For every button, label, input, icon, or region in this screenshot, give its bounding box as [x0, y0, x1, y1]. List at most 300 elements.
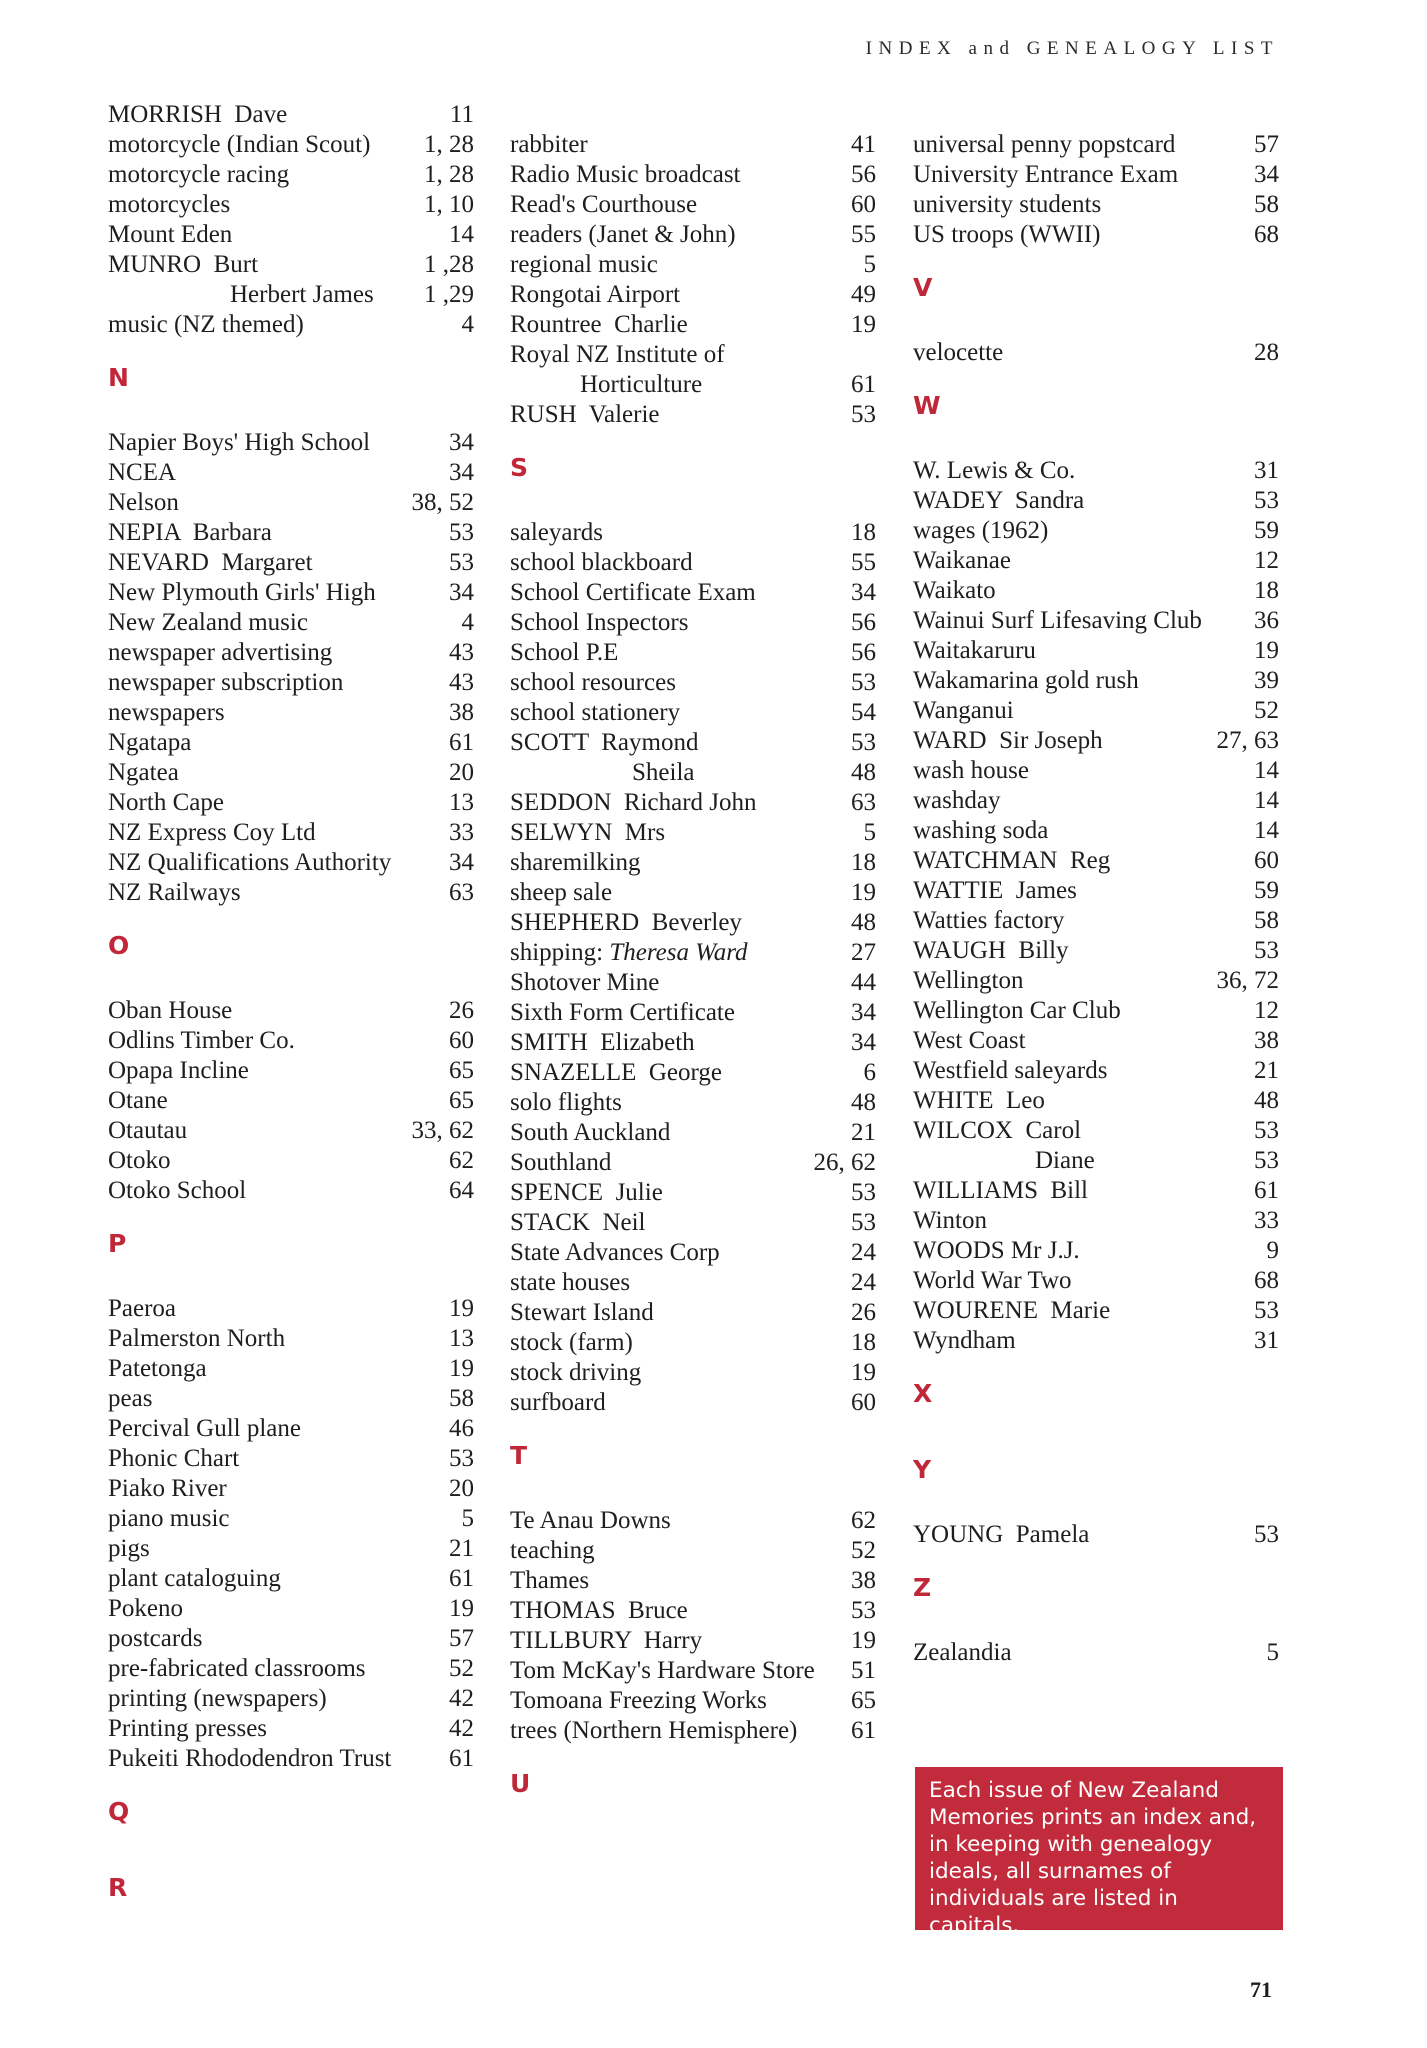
index-term-text: motorcycle racing — [108, 161, 290, 188]
index-entry — [108, 488, 474, 518]
index-term-text: Watties factory — [913, 907, 1065, 934]
index-term — [913, 130, 1254, 160]
index-page-numbers: 53 — [851, 1597, 876, 1624]
index-entry — [510, 130, 876, 160]
section-letter-x: X — [913, 1379, 933, 1408]
index-term — [510, 370, 851, 400]
index-entry — [510, 1298, 876, 1328]
index-entry — [510, 578, 876, 608]
index-page-numbers: 63 — [851, 789, 876, 816]
index-term — [510, 1566, 851, 1596]
index-page-numbers: 42 — [449, 1685, 474, 1712]
index-term — [108, 788, 449, 818]
index-term — [913, 606, 1254, 636]
index-entry — [510, 1566, 876, 1596]
index-term-text: teaching — [510, 1537, 595, 1564]
index-entry — [913, 1146, 1279, 1176]
index-entry — [510, 340, 876, 370]
index-term-text: pigs — [108, 1535, 150, 1562]
index-term-text: stock driving — [510, 1359, 642, 1386]
index-term-text: regional music — [510, 251, 658, 278]
index-term — [510, 130, 851, 160]
index-term — [108, 130, 424, 160]
index-term — [913, 786, 1254, 816]
index-term-text: School Certificate Exam — [510, 579, 756, 606]
index-page-numbers: 53 — [449, 519, 474, 546]
index-entry — [510, 788, 876, 818]
index-entry — [108, 668, 474, 698]
index-term-text: NZ Express Coy Ltd — [108, 819, 316, 846]
index-page-numbers: 1, 28 — [424, 131, 474, 158]
index-term — [913, 160, 1254, 190]
index-term — [108, 1534, 449, 1564]
index-term — [108, 1354, 449, 1384]
index-page-numbers: 33 — [1254, 1207, 1279, 1234]
index-term — [913, 1146, 1254, 1176]
index-entry — [108, 1594, 474, 1624]
index-entry — [108, 1654, 474, 1684]
index-term — [913, 846, 1254, 876]
index-term — [108, 1444, 449, 1474]
index-term-text: North Cape — [108, 789, 224, 816]
section-letter-u: U — [510, 1769, 531, 1798]
index-page-numbers: 34 — [851, 579, 876, 606]
index-page-numbers: 19 — [851, 311, 876, 338]
index-entry — [510, 1028, 876, 1058]
index-term — [510, 998, 851, 1028]
section-letter-p: P — [108, 1229, 127, 1258]
index-entry — [913, 636, 1279, 666]
index-entry — [510, 160, 876, 190]
index-page-numbers: 42 — [449, 1715, 474, 1742]
index-term — [510, 1028, 851, 1058]
index-term-text: newspapers — [108, 699, 225, 726]
index-page-numbers: 51 — [851, 1657, 876, 1684]
index-term-text: Palmerston North — [108, 1325, 286, 1352]
index-term — [510, 1328, 851, 1358]
index-term-text: THOMAS Bruce — [510, 1597, 688, 1624]
index-term-text: NEPIA Barbara — [108, 519, 272, 546]
index-page-numbers: 61 — [449, 729, 474, 756]
index-entry — [913, 1116, 1279, 1146]
index-term-text: solo flights — [510, 1089, 622, 1116]
index-entry — [108, 728, 474, 758]
index-page-numbers: 64 — [449, 1177, 474, 1204]
index-page-numbers: 33 — [449, 819, 474, 846]
index-page-numbers: 53 — [851, 401, 876, 428]
index-page-numbers: 52 — [449, 1655, 474, 1682]
section-letter-y: Y — [913, 1455, 932, 1484]
index-page-numbers: 12 — [1254, 997, 1279, 1024]
index-term — [108, 310, 462, 340]
index-term — [510, 1148, 814, 1178]
index-entry — [108, 1474, 474, 1504]
index-term — [510, 1358, 851, 1388]
index-term — [108, 428, 449, 458]
index-entry — [108, 848, 474, 878]
index-entry — [108, 1714, 474, 1744]
index-term — [510, 1536, 851, 1566]
index-page-numbers: 52 — [1254, 697, 1279, 724]
index-entry — [913, 1638, 1279, 1668]
index-page-numbers: 54 — [851, 699, 876, 726]
index-entry — [510, 1268, 876, 1298]
index-page-numbers: 24 — [851, 1239, 876, 1266]
index-term — [108, 878, 449, 908]
index-term-text: Sixth Form Certificate — [510, 999, 735, 1026]
index-entry — [913, 1176, 1279, 1206]
index-page-numbers: 28 — [1254, 339, 1279, 366]
index-term — [108, 1714, 449, 1744]
index-page-numbers: 44 — [851, 969, 876, 996]
index-term — [510, 968, 851, 998]
index-entry — [913, 486, 1279, 516]
index-entry — [913, 606, 1279, 636]
index-page-numbers: 62 — [851, 1507, 876, 1534]
index-term-italic: Theresa Ward — [609, 939, 748, 966]
index-page-numbers: 19 — [449, 1355, 474, 1382]
section-letter-t: T — [510, 1441, 528, 1470]
index-term-text: Otane — [108, 1087, 168, 1114]
index-entry — [913, 1026, 1279, 1056]
index-term — [913, 486, 1254, 516]
index-page-numbers: 60 — [851, 1389, 876, 1416]
index-page-numbers: 62 — [449, 1147, 474, 1174]
index-entry — [913, 936, 1279, 966]
index-page-numbers: 5 — [863, 251, 876, 278]
index-term — [510, 788, 851, 818]
index-entry — [913, 220, 1279, 250]
index-term — [108, 100, 450, 130]
index-term-text: saleyards — [510, 519, 604, 546]
index-term-text: Mount Eden — [108, 221, 233, 248]
index-entry — [510, 280, 876, 310]
index-entry — [913, 1056, 1279, 1086]
index-entry — [108, 818, 474, 848]
index-entry — [913, 576, 1279, 606]
index-entry — [510, 1536, 876, 1566]
index-page-numbers: 34 — [449, 459, 474, 486]
index-term-text: WATCHMAN Reg — [913, 847, 1111, 874]
index-entry — [108, 1384, 474, 1414]
index-entry — [913, 666, 1279, 696]
index-term-text: World War Two — [913, 1267, 1072, 1294]
index-page-numbers: 34 — [449, 579, 474, 606]
index-term — [510, 728, 851, 758]
index-entry — [913, 160, 1279, 190]
index-term-text: NCEA — [108, 459, 177, 486]
section-letter-q: Q — [108, 1797, 130, 1826]
index-entry — [108, 1534, 474, 1564]
index-term — [108, 1324, 449, 1354]
section-letter-o: O — [108, 931, 130, 960]
index-page-numbers: 52 — [851, 1537, 876, 1564]
index-page-numbers: 53 — [449, 1445, 474, 1472]
index-entry — [913, 756, 1279, 786]
index-entry — [108, 190, 474, 220]
index-term-text: TILLBURY Harry — [510, 1627, 703, 1654]
index-page-numbers: 65 — [851, 1687, 876, 1714]
index-term — [913, 636, 1254, 666]
index-entry — [108, 1684, 474, 1714]
index-page-numbers: 31 — [1254, 457, 1279, 484]
index-term — [108, 160, 424, 190]
index-term — [108, 578, 449, 608]
index-term-text: New Zealand music — [108, 609, 308, 636]
index-entry — [108, 1294, 474, 1324]
index-entry — [510, 190, 876, 220]
index-term-text: Phonic Chart — [108, 1445, 240, 1472]
index-term — [510, 400, 851, 430]
index-term — [913, 816, 1254, 846]
index-page-numbers: 49 — [851, 281, 876, 308]
index-term-text: WAUGH Billy — [913, 937, 1069, 964]
index-page-numbers: 18 — [851, 1329, 876, 1356]
index-entry — [510, 998, 876, 1028]
index-page-numbers: 48 — [851, 909, 876, 936]
index-page-numbers: 20 — [449, 1475, 474, 1502]
index-term-text: rabbiter — [510, 131, 588, 158]
index-term-text: WOURENE Marie — [913, 1297, 1111, 1324]
index-term — [108, 1056, 449, 1086]
index-term — [510, 160, 851, 190]
index-term-text: stock (farm) — [510, 1329, 633, 1356]
index-page-numbers: 68 — [1254, 1267, 1279, 1294]
index-term-text: newspaper subscription — [108, 669, 344, 696]
index-term — [108, 818, 449, 848]
index-term-text: Percival Gull plane — [108, 1415, 301, 1442]
index-entry — [510, 818, 876, 848]
index-page-numbers: 53 — [1254, 487, 1279, 514]
index-entry — [510, 728, 876, 758]
index-term — [913, 756, 1254, 786]
index-entry — [913, 1236, 1279, 1266]
index-entry — [913, 726, 1279, 756]
index-entry — [108, 1354, 474, 1384]
index-page-numbers: 38 — [851, 1567, 876, 1594]
index-term-text: Stewart Island — [510, 1299, 654, 1326]
section-letter-s: S — [510, 453, 529, 482]
index-page-numbers: 6 — [863, 1059, 876, 1086]
index-entry — [108, 1324, 474, 1354]
index-page-numbers: 19 — [449, 1595, 474, 1622]
index-page-numbers: 14 — [1254, 817, 1279, 844]
index-term-text: Wyndham — [913, 1327, 1016, 1354]
index-page-numbers: 33, 62 — [411, 1117, 474, 1144]
index-entry — [108, 250, 474, 280]
index-entry — [510, 1178, 876, 1208]
index-page-numbers: 38 — [1254, 1027, 1279, 1054]
index-term — [913, 696, 1254, 726]
index-page-numbers: 38 — [449, 699, 474, 726]
index-column-3 — [913, 130, 1279, 1668]
index-term-text: school blackboard — [510, 549, 693, 576]
index-entry — [913, 1326, 1279, 1356]
index-term-text: Tom McKay's Hardware Store — [510, 1657, 815, 1684]
index-entry — [510, 668, 876, 698]
index-page-numbers: 58 — [1254, 191, 1279, 218]
index-entry — [913, 1266, 1279, 1296]
index-term — [108, 728, 449, 758]
index-term — [108, 1026, 449, 1056]
index-term-text: SPENCE Julie — [510, 1179, 663, 1206]
index-entry — [510, 878, 876, 908]
index-term-text: music (NZ themed) — [108, 311, 304, 338]
index-term — [108, 190, 424, 220]
index-term-text: shipping: — [510, 939, 610, 966]
index-entry — [108, 1176, 474, 1206]
index-term-text: Winton — [913, 1207, 987, 1234]
index-entry — [108, 638, 474, 668]
index-page-numbers: 5 — [1266, 1639, 1279, 1666]
index-page-numbers: 60 — [1254, 847, 1279, 874]
index-term — [108, 488, 412, 518]
index-term-text: Diane — [1035, 1147, 1095, 1174]
index-term — [510, 1716, 851, 1746]
index-term — [510, 698, 851, 728]
index-entry — [510, 548, 876, 578]
index-page-numbers: 43 — [449, 639, 474, 666]
index-term — [913, 1236, 1267, 1266]
index-term-text: Zealandia — [913, 1639, 1012, 1666]
index-page-numbers: 53 — [1254, 1297, 1279, 1324]
index-entry — [913, 516, 1279, 546]
index-page-numbers: 31 — [1254, 1327, 1279, 1354]
index-term-text: W. Lewis & Co. — [913, 457, 1076, 484]
index-term — [913, 966, 1217, 996]
index-term-text: SNAZELLE George — [510, 1059, 722, 1086]
index-entry — [913, 1086, 1279, 1116]
index-term — [510, 518, 851, 548]
index-page-numbers: 26, 62 — [813, 1149, 876, 1176]
index-term-text: SMITH Elizabeth — [510, 1029, 695, 1056]
page-number: 71 — [1250, 1977, 1272, 2002]
index-term-text: Wanganui — [913, 697, 1014, 724]
index-page-numbers: 4 — [461, 609, 474, 636]
index-term — [510, 668, 851, 698]
index-term-text: SCOTT Raymond — [510, 729, 699, 756]
index-page-numbers: 19 — [1254, 637, 1279, 664]
index-term — [108, 1146, 449, 1176]
index-term-text: Rountree Charlie — [510, 311, 688, 338]
index-term-text: wash house — [913, 757, 1029, 784]
index-term — [510, 818, 864, 848]
index-page-numbers: 18 — [851, 519, 876, 546]
index-term-text: RUSH Valerie — [510, 401, 660, 428]
index-term-text: Waikato — [913, 577, 996, 604]
index-term — [108, 1594, 449, 1624]
index-term-text: SHEPHERD Beverley — [510, 909, 742, 936]
index-term-text: Opapa Incline — [108, 1057, 249, 1084]
index-page-numbers: 53 — [1254, 1521, 1279, 1548]
index-page-numbers: 56 — [851, 639, 876, 666]
index-term — [510, 638, 851, 668]
index-term — [108, 668, 449, 698]
index-page-numbers: 27 — [851, 939, 876, 966]
index-term-text: trees (Northern Hemisphere) — [510, 1717, 798, 1744]
index-entry — [510, 1686, 876, 1716]
index-page-numbers: 41 — [851, 131, 876, 158]
index-page-numbers: 53 — [851, 729, 876, 756]
index-page-numbers: 18 — [1254, 577, 1279, 604]
index-page-numbers: 26 — [449, 997, 474, 1024]
index-term — [108, 1384, 449, 1414]
index-entry — [510, 1088, 876, 1118]
index-term-text: Odlins Timber Co. — [108, 1027, 295, 1054]
index-term — [510, 1388, 851, 1418]
index-term — [913, 996, 1254, 1026]
index-entry — [913, 906, 1279, 936]
index-term — [913, 1638, 1267, 1668]
index-entry — [913, 1206, 1279, 1236]
index-entry — [108, 1504, 474, 1534]
index-term — [510, 608, 851, 638]
index-term-text: newspaper advertising — [108, 639, 333, 666]
index-term — [913, 666, 1254, 696]
index-column-1 — [108, 100, 474, 1938]
index-term — [913, 906, 1254, 936]
index-entry — [913, 130, 1279, 160]
index-page-numbers: 14 — [1254, 757, 1279, 784]
index-term — [510, 1686, 851, 1716]
index-page-numbers: 56 — [851, 609, 876, 636]
index-term — [108, 638, 449, 668]
index-term-text: Herbert James — [230, 281, 374, 308]
index-term-text: University Entrance Exam — [913, 161, 1179, 188]
index-term-text: West Coast — [913, 1027, 1026, 1054]
index-entry — [108, 1744, 474, 1774]
index-term-text: Printing presses — [108, 1715, 268, 1742]
index-term — [913, 936, 1254, 966]
index-entry — [108, 1564, 474, 1594]
index-entry — [108, 160, 474, 190]
index-page-numbers: 4 — [461, 311, 474, 338]
index-term-text: WARD Sir Joseph — [913, 727, 1103, 754]
index-term-text: Wellington Car Club — [913, 997, 1121, 1024]
index-page-numbers: 68 — [1254, 221, 1279, 248]
index-term-text: Paeroa — [108, 1295, 177, 1322]
index-page-numbers: 1 ,29 — [424, 281, 474, 308]
index-page-numbers: 63 — [449, 879, 474, 906]
index-page-numbers: 61 — [449, 1745, 474, 1772]
index-term — [510, 1088, 851, 1118]
index-entry — [510, 1208, 876, 1238]
index-term-text: Otoko School — [108, 1177, 247, 1204]
index-page-numbers: 57 — [449, 1625, 474, 1652]
index-term-text: School P.E — [510, 639, 619, 666]
index-term-text: Horticulture — [580, 371, 703, 398]
index-entry — [913, 846, 1279, 876]
index-entry — [913, 546, 1279, 576]
index-term-text: sharemilking — [510, 849, 641, 876]
index-term-text: Pukeiti Rhododendron Trust — [108, 1745, 392, 1772]
index-term-text: postcards — [108, 1625, 203, 1652]
index-term-text: NZ Qualifications Authority — [108, 849, 392, 876]
index-entry — [510, 220, 876, 250]
index-entry — [108, 1026, 474, 1056]
index-entry — [108, 100, 474, 130]
index-page-numbers: 46 — [449, 1415, 474, 1442]
index-term — [510, 280, 851, 310]
index-page-numbers: 43 — [449, 669, 474, 696]
index-entry — [108, 130, 474, 160]
index-term — [510, 250, 864, 280]
index-page-numbers: 65 — [449, 1087, 474, 1114]
index-page-numbers: 60 — [449, 1027, 474, 1054]
section-letter-n: N — [108, 363, 129, 392]
index-entry — [108, 280, 474, 310]
index-term-text: washday — [913, 787, 1001, 814]
